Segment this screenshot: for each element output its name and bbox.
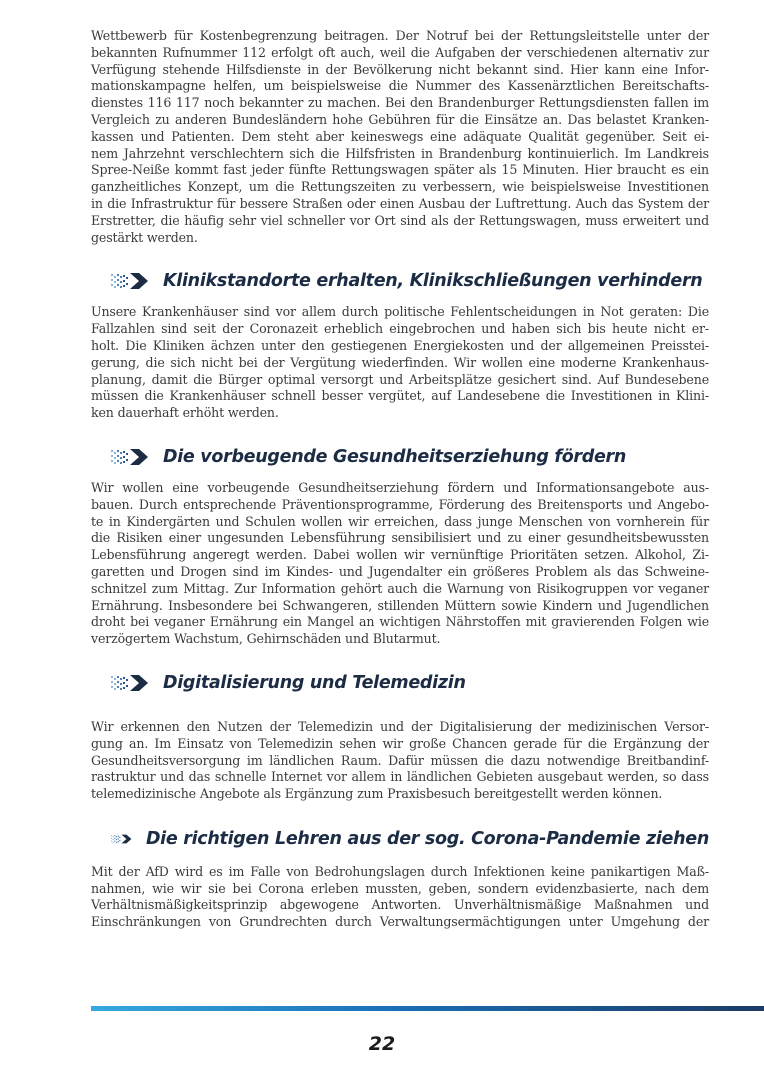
section-heading — [111, 669, 709, 697]
text-line: gerung, die sich nicht bei der Vergütung wiederfinden. Wir wollen eine moderne Krankenhaus- — [91, 354, 709, 370]
paragraph-kliniken — [91, 304, 709, 422]
text-line: mationskampagne helfen, um beispielsweise die Nummer des Kassenärztlichen Bereitschafts- — [91, 78, 709, 94]
text-line: gestärkt werden. — [91, 229, 198, 245]
text-line: holt. Die Kliniken ächzen unter den gestiegenen Energiekosten und der allgemeinen Preisstei- — [91, 337, 709, 353]
text-line: rastruktur und das schnelle Internet vor allem in ländlichen Gebieten ausgebaut werden, so dass — [91, 769, 709, 785]
triple-chevron-arrow-icon — [111, 674, 149, 692]
text-line: ganzheitliches Konzept, um die Rettungszeiten zu verbessern, wie beispielsweise Investitionen — [91, 179, 709, 195]
paragraph-gesundheitserziehung — [91, 480, 709, 648]
text-line: Verhältnismäßigkeitsprinzip abgewogene Antworten. Unverhältnismäßige Maßnahmen und — [91, 897, 709, 913]
page-content — [91, 28, 709, 931]
text-line: gung an. Im Einsatz von Telemedizin sehen wir große Chancen gerade für die Ergänzung der — [91, 735, 709, 751]
triple-chevron-arrow-icon — [111, 448, 149, 466]
heading-text: Klinikstandorte erhalten, Klinikschließungen verhindern — [163, 271, 703, 292]
text-line: Ernährung. Insbesondere bei Schwangeren, stillenden Müttern sowie Kindern und Jugendlichen — [91, 597, 709, 613]
heading-text: Die richtigen Lehren aus der sog. Corona-Pandemie ziehen — [145, 828, 709, 849]
text-line: kassen und Patienten. Dem steht aber keineswegs eine adäquate Qualität gegenüber. Seit ei- — [91, 128, 709, 144]
page-number: 22 — [368, 1033, 396, 1055]
heading-text: Digitalisierung und Telemedizin — [163, 672, 466, 693]
text-line: Erstretter, die häufig sehr viel schneller vor Ort sind als der Rettungswagen, muss erweitert und — [91, 212, 709, 228]
text-line: Verfügung stehende Hilfsdienste in der Bevölkerung nicht bekannt sind. Hier kann eine Infor- — [91, 61, 709, 77]
text-line: verzögertem Wachstum, Gehirnschäden und Blutarmut. — [91, 631, 441, 647]
text-line: Wettbewerb für Kostenbegrenzung beitragen. Der Notruf bei der Rettungsleitstelle unter der — [91, 28, 709, 43]
text-line: Lebensführung angeregt werden. Dabei wollen wir vernünftige Prioritäten setzen. Alkohol, Zi- — [91, 547, 709, 563]
heading-text: Die vorbeugende Gesundheitserziehung fördern — [163, 446, 627, 467]
text-line: garetten und Drogen sind im Kindes- und Jugendalter ein größeres Problem als das Schweine- — [91, 563, 709, 579]
text-line: Spree-Neiße kommt fast jeder fünfte Rettungswagen später als 15 Minuten. Hier braucht es ein — [91, 162, 709, 178]
text-line: Unsere Krankenhäuser sind vor allem durch politische Fehlentscheidungen in Not geraten: Die — [91, 304, 709, 320]
paragraph-rettungsdienst — [91, 28, 709, 246]
text-line: die Risiken einer ungesunden Lebensführung sensibilisiert und zu einer gesundheitsbewussten — [91, 530, 709, 546]
text-line: telemedizinische Angebote als Ergänzung zum Praxisbesuch bereitgestellt werden können. — [91, 786, 663, 802]
text-line: Vergleich zu anderen Bundesländern hohe Gebühren für die Einsätze an. Das belastet Kranken- — [91, 111, 709, 127]
section-heading — [111, 267, 709, 295]
text-line: Wir erkennen den Nutzen der Telemedizin und der Digitalisierung der medizinischen Versor- — [91, 718, 709, 734]
text-line: ken dauerhaft erhöht werden. — [91, 405, 279, 421]
text-line: dienstes 116 117 noch bekannter zu machen. Bei den Brandenburger Rettungsdiensten fallen im — [91, 95, 709, 111]
triple-chevron-arrow-icon — [111, 830, 132, 848]
text-line: in die Infrastruktur für bessere Straßen oder einen Ausbau der Luftrettung. Auch das System der — [91, 195, 709, 211]
footer-gradient-bar — [91, 1006, 764, 1011]
text-line: schnitzel zum Mittag. Zur Information gehört auch die Warnung von Risikogruppen vor veganer — [91, 580, 709, 596]
text-line: nahmen, wie wir sie bei Corona erleben mussten, geben, sondern evidenzbasierte, nach dem — [91, 880, 709, 896]
paragraph-telemedizin — [91, 719, 709, 803]
text-line: planung, damit die Bürger optimal versorgt und Arbeitsplätze gesichert sind. Auf Bundesebene — [91, 371, 709, 387]
text-line: te in Kindergärten und Schulen wollen wir erreichen, dass junge Menschen von vornherein für — [91, 513, 709, 529]
text-line: Mit der AfD wird es im Falle von Bedrohungslagen durch Infektionen keine panikartigen Maß- — [91, 863, 709, 879]
paragraph-corona — [91, 864, 709, 931]
section-heading — [111, 825, 709, 853]
text-line: bekannten Rufnummer 112 erfolgt oft auch, weil die Aufgaben der verschiedenen alternativ zur — [91, 44, 709, 60]
section-heading — [111, 443, 709, 471]
triple-chevron-arrow-icon — [111, 272, 149, 290]
text-line: Einschränkungen von Grundrechten durch Verwaltungsermächtigungen unter Umgehung der — [91, 914, 709, 930]
text-line: Fallzahlen sind seit der Coronazeit erheblich eingebrochen und haben sich bis heute nicht er- — [91, 321, 709, 337]
text-line: Wir wollen eine vorbeugende Gesundheitserziehung fördern und Informationsangebote aus- — [91, 479, 709, 495]
text-line: bauen. Durch entsprechende Präventionsprogramme, Förderung des Breitensports und Angebo- — [91, 496, 709, 512]
text-line: Gesundheitsversorgung im ländlichen Raum. Dafür müssen die dazu notwendige Breitbandinf- — [91, 752, 709, 768]
text-line: nem Jahrzehnt verschlechtern sich die Hilfsfristen in Brandenburg kontinuierlich. Im Landkreis — [91, 145, 709, 161]
text-line: droht bei veganer Ernährung ein Mangel an wichtigen Nährstoffen mit gravierenden Folgen wie — [91, 614, 709, 630]
text-line: müssen die Krankenhäuser schnell besser vergütet, auf Landesebene die Investitionen in Klini- — [91, 388, 709, 404]
